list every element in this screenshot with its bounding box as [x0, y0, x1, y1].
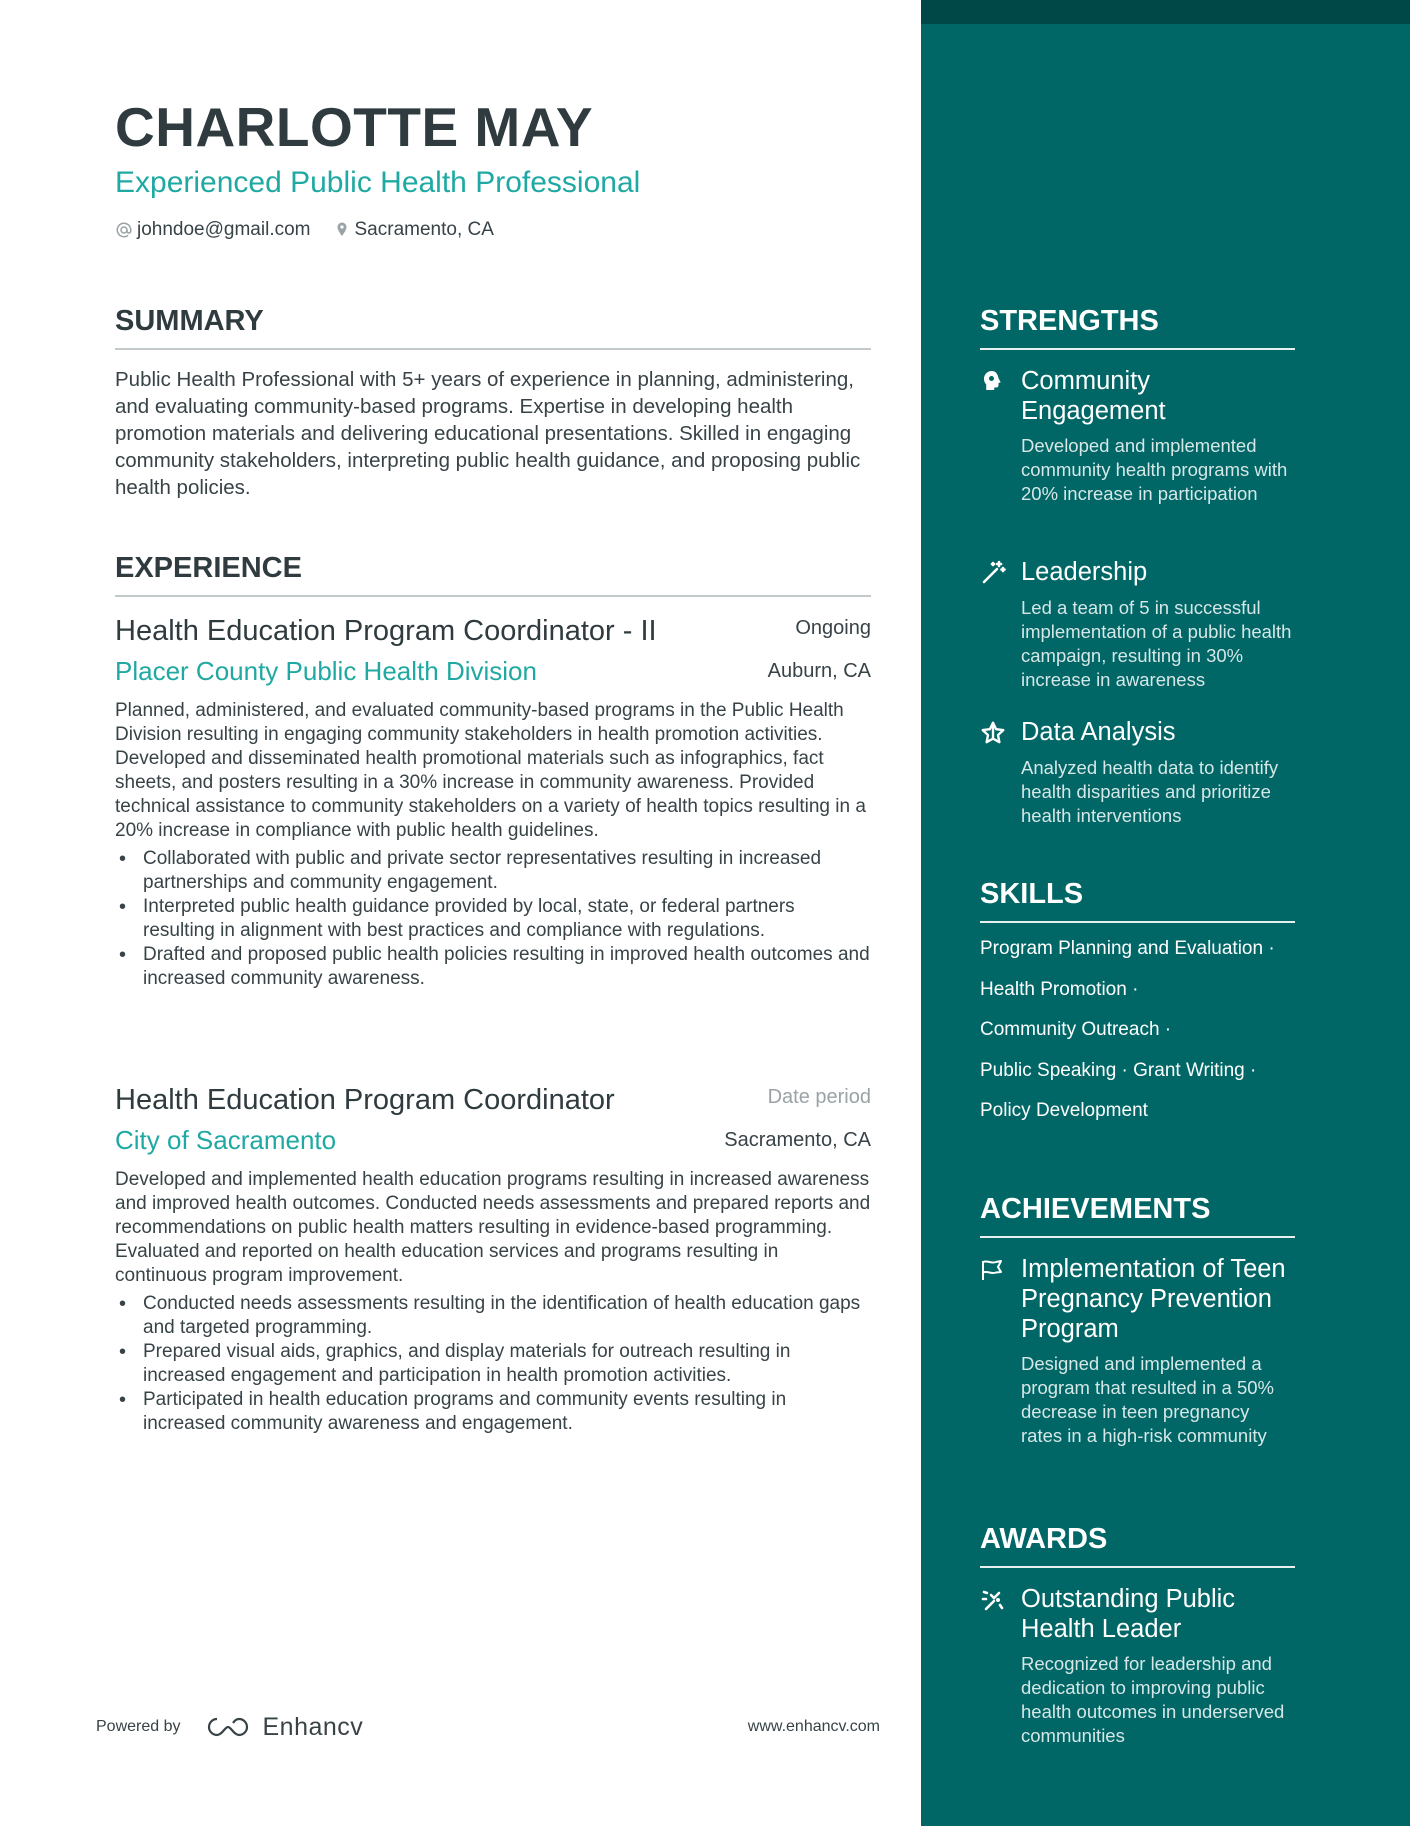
job-bullet: • Collaborated with public and private sector representatives resulting in increased partnerships and community engagement. — [115, 847, 871, 895]
job-date: Ongoing — [795, 617, 871, 639]
email-text: johndoe@gmail.com — [137, 219, 311, 240]
skill-line: Public Speaking · Grant Writing · — [980, 1059, 1257, 1081]
award-description: Recognized for leadership and dedication to improving public health outcomes in underserved communities — [1021, 1653, 1285, 1746]
magic-wand-icon — [980, 558, 1006, 588]
location-pin-icon — [333, 220, 351, 240]
enhancv-logo[interactable] — [205, 1713, 364, 1742]
job-bullet: • Participated in health education programs and community events resulting in increased community awareness and engagement. — [115, 1388, 871, 1436]
flag-icon — [980, 1255, 1006, 1285]
strength-description: Led a team of 5 in successful implementation of a public health campaign, resulting in 30% increase in awareness — [1021, 597, 1292, 690]
job-description: Developed and implemented health education programs resulting in increased awareness and improved health outcomes. Conducted needs assessments and prepared reports and recommendations on public health matters resulting in evidence-based programming. Evaluated and reported on health education services and programs resulting in continuous program improvement. — [115, 1169, 871, 1286]
job-bullet: • Drafted and proposed public health policies resulting in improved health outcomes and increased community awareness. — [115, 943, 871, 991]
experience-heading: EXPERIENCE — [115, 553, 871, 597]
strength-item — [980, 366, 1295, 506]
award-title: Outstanding Public Health Leader — [1021, 1585, 1236, 1643]
experience-entry — [115, 613, 871, 991]
job-description: Planned, administered, and evaluated community-based programs in the Public Health Division resulting in engaging community stakeholders in health promotion activities. Developed and disseminated health promotional materials such as infographics, fact sheets, and posters resulting in a 30% increase in community awareness. Provided technical assistance to community stakeholders on a variety of health topics resulting in a 20% increase in compliance with public health guidelines. — [115, 700, 866, 841]
job-title: Health Education Program Coordinator — [115, 1084, 615, 1116]
job-bullet: • Interpreted public health guidance provided by local, state, or federal partners resulting in alignment with best practices and compliance with regulations. — [115, 895, 871, 943]
trophy-spark-icon — [980, 1585, 1006, 1615]
infinity-logo-icon — [205, 1715, 251, 1739]
job-bullet: • Conducted needs assessments resulting in the identification of health education gaps and targeted programming. — [115, 1292, 871, 1340]
candidate-headline: Experienced Public Health Professional — [115, 166, 641, 199]
contact-info — [115, 218, 516, 242]
skills-heading: SKILLS — [980, 879, 1295, 923]
powered-by-label: Powered by — [96, 1718, 181, 1735]
strength-title: Data Analysis — [1021, 718, 1176, 746]
strength-title: Leadership — [1021, 558, 1148, 586]
main-column — [115, 0, 871, 1826]
strength-description: Developed and implemented community health programs with 20% increase in participation — [1021, 435, 1288, 504]
strength-title: Community Engagement — [1021, 367, 1166, 425]
job-company: City of Sacramento — [115, 1125, 337, 1155]
skill-line: Policy Development — [980, 1100, 1148, 1121]
page-footer — [96, 1712, 880, 1742]
strengths-heading: STRENGTHS — [980, 306, 1295, 350]
awards-heading: AWARDS — [980, 1524, 1295, 1568]
website-link[interactable]: www.enhancv.com — [747, 1718, 880, 1735]
summary-text: Public Health Professional with 5+ years of experience in planning, administering, and evaluating community-based programs. Expertise in developing health promotion materials and delivering educational presentations. Skilled in engaging community stakeholders, interpreting public health guidance, and proposing public health policies. — [115, 368, 861, 499]
job-title: Health Education Program Coordinator - II — [115, 615, 657, 647]
contact-email[interactable] — [115, 219, 311, 241]
job-location: Sacramento, CA — [724, 1129, 871, 1151]
brand-name: Enhancv — [262, 1712, 364, 1741]
job-company: Placer County Public Health Division — [115, 656, 537, 686]
achievements-heading: ACHIEVEMENTS — [980, 1194, 1295, 1238]
skill-line: Program Planning and Evaluation · — [980, 938, 1275, 959]
achievement-title: Implementation of Teen Pregnancy Prevention Program — [1021, 1255, 1286, 1343]
achievement-item — [980, 1254, 1295, 1448]
achievement-description: Designed and implemented a program that resulted in a 50% decrease in teen pregnancy rates in a high-risk community — [1021, 1353, 1274, 1446]
strength-item — [980, 557, 1295, 692]
job-bullet-list — [115, 847, 871, 991]
location-text: Sacramento, CA — [354, 219, 494, 240]
experience-entry — [115, 1082, 871, 1436]
sidebar-top-band — [921, 0, 1410, 24]
star-icon — [980, 718, 1006, 748]
skills-list — [980, 937, 1295, 1140]
skill-line: Community Outreach · — [980, 1019, 1172, 1040]
job-date: Date period — [767, 1086, 871, 1108]
job-bullet-list — [115, 1292, 871, 1436]
contact-location — [333, 219, 494, 241]
award-item — [980, 1584, 1295, 1748]
strength-description: Analyzed health data to identify health disparities and prioritize health interventions — [1021, 757, 1279, 826]
summary-heading: SUMMARY — [115, 306, 871, 350]
job-location: Auburn, CA — [767, 660, 871, 682]
head-brain-icon — [980, 367, 1006, 397]
sidebar — [921, 0, 1410, 1826]
at-icon — [115, 221, 133, 239]
skill-line: Health Promotion · — [980, 978, 1139, 1000]
job-bullet: • Prepared visual aids, graphics, and display materials for outreach resulting in increased engagement and participation in health promotion activities. — [115, 1340, 871, 1388]
strength-item — [980, 717, 1295, 828]
candidate-name: CHARLOTTE MAY — [115, 96, 594, 158]
